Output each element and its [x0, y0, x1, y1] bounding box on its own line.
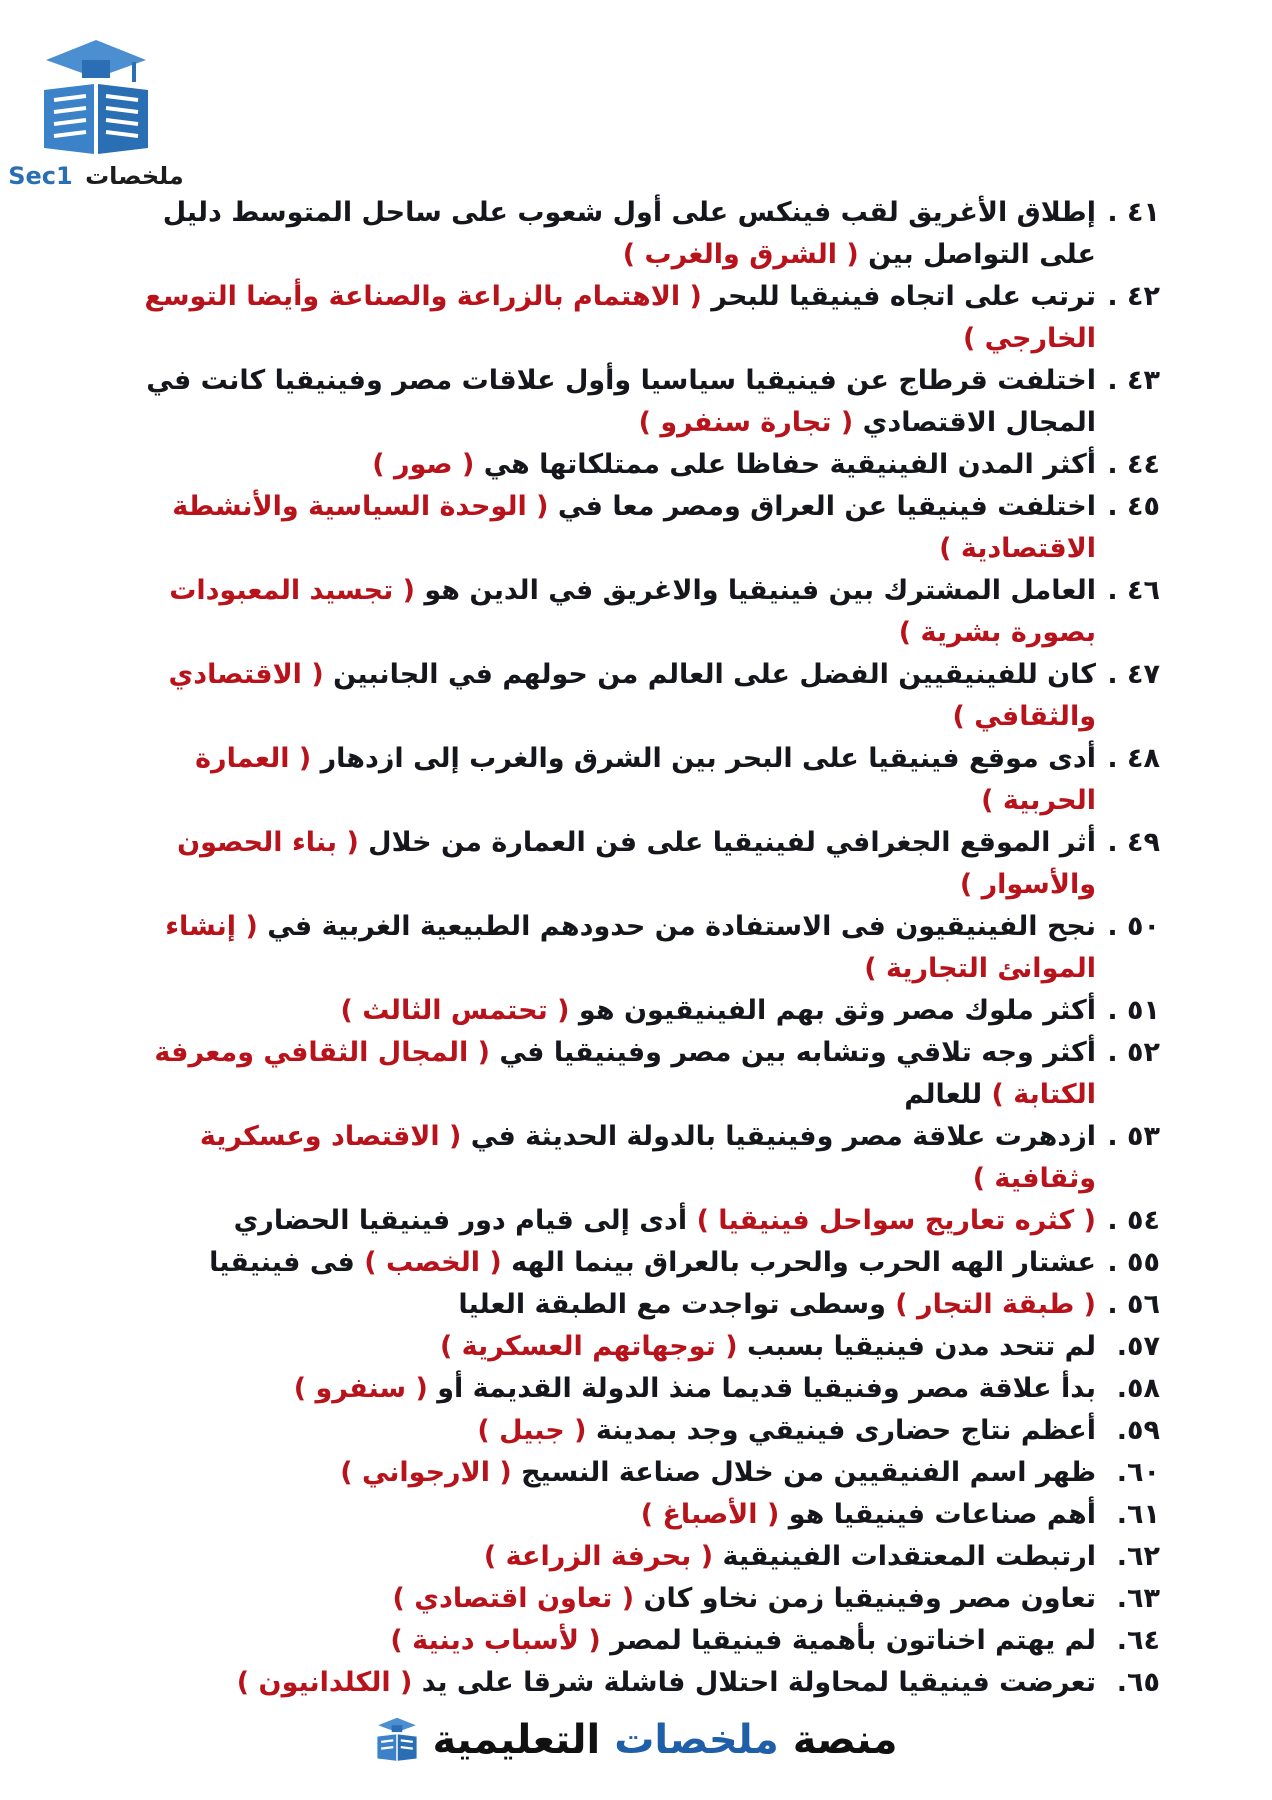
question-answer: ( الأصباغ ) [640, 1499, 780, 1530]
question-item [110, 1242, 1160, 1284]
question-number: ٥٨. [1116, 1373, 1160, 1404]
footer-word-educational: التعليمية [432, 1717, 601, 1763]
question-number: ٥٢ . [1107, 1037, 1160, 1068]
question-body [110, 1410, 1096, 1452]
question-item [110, 1284, 1160, 1326]
question-answer: ( تجسيد المعبودات بصورة بشرية ) [169, 575, 1096, 648]
question-item [110, 1326, 1160, 1368]
question-text: اختلفت فينيقيا عن العراق ومصر معا في [548, 491, 1096, 522]
question-answer: ( الخصب ) [364, 1247, 502, 1278]
question-answer: ( تحتمس الثالث ) [340, 995, 570, 1026]
question-item [110, 276, 1160, 360]
question-answer: ( سنفرو ) [293, 1373, 428, 1404]
question-number: ٦٤. [1116, 1625, 1160, 1656]
question-answer: ( جبيل ) [477, 1415, 587, 1446]
question-answer: ( طبقة التجار ) [895, 1289, 1096, 1320]
question-list [110, 192, 1160, 1704]
question-text: نجح الفينيقيون فى الاستفادة من حدودهم الطبيعية الغربية في [257, 911, 1096, 942]
question-item [110, 444, 1160, 486]
book-graduation-cap-icon [38, 38, 154, 160]
question-number: ٥٩. [1116, 1415, 1160, 1446]
question-number: ٤٩ . [1107, 827, 1160, 858]
question-body [110, 1326, 1096, 1368]
question-text: اختلفت قرطاج عن فينيقيا سياسيا وأول علاقات مصر وفينيقيا كانت في المجال الاقتصادي [146, 365, 1096, 438]
question-number: ٦١. [1116, 1499, 1160, 1530]
book-graduation-cap-icon [375, 1717, 419, 1763]
question-item [110, 990, 1160, 1032]
question-text: أهم صناعات فينيقيا هو [779, 1499, 1096, 1530]
question-answer: ( الشرق والغرب ) [622, 239, 859, 270]
question-number: ٤٢ . [1107, 281, 1160, 312]
question-answer: ( الكلدانيون ) [236, 1667, 413, 1698]
question-answer: ( تعاون اقتصادي ) [392, 1583, 635, 1614]
question-body [110, 1578, 1096, 1620]
question-body [110, 570, 1096, 654]
question-text: أثر الموقع الجغرافي لفينيقيا على فن العمارة من خلال [358, 827, 1096, 858]
question-item [110, 1536, 1160, 1578]
question-item [110, 1368, 1160, 1410]
footer-word-brand: ملخصات [614, 1717, 779, 1763]
question-text: لم يهتم اخناتون بأهمية فينيقيا لمصر [600, 1625, 1096, 1656]
question-item [110, 1494, 1160, 1536]
question-text: إطلاق الأغريق لقب فينكس على أول شعوب على ساحل المتوسط دليل على التواصل بين [162, 197, 1096, 270]
question-item [110, 1620, 1160, 1662]
question-answer: ( تجارة سنفرو ) [638, 407, 854, 438]
question-item [110, 1662, 1160, 1704]
logo-text-en: Sec1 [8, 162, 73, 190]
question-number: ٦٢. [1116, 1541, 1160, 1572]
question-text: أكثر وجه تلاقي وتشابه بين مصر وفينيقيا في [490, 1037, 1096, 1068]
question-item [110, 1452, 1160, 1494]
footer [0, 1700, 1272, 1780]
question-body [110, 1662, 1096, 1704]
question-number: ٥١ . [1107, 995, 1160, 1026]
question-body [110, 192, 1096, 276]
question-text: أدى موقع فينيقيا على البحر بين الشرق والغرب إلى ازدهار [311, 743, 1096, 774]
question-body [110, 738, 1096, 822]
question-body [110, 822, 1096, 906]
question-number: ٤٨ . [1107, 743, 1160, 774]
question-number: ٤٤ . [1107, 449, 1160, 480]
question-answer: ( لأسباب دينية ) [390, 1625, 601, 1656]
question-text: ظهر اسم الفنيقيين من خلال صناعة النسيج [511, 1457, 1096, 1488]
question-body [110, 1116, 1096, 1200]
question-item [110, 570, 1160, 654]
question-text: أكثر المدن الفينيقية حفاظا على ممتلكاتها هي [474, 449, 1096, 480]
question-item [110, 654, 1160, 738]
question-text: ارتبطت المعتقدات الفينيقية [713, 1541, 1096, 1572]
question-answer: ( توجهاتهم العسكرية ) [439, 1331, 738, 1362]
question-number: ٥٦ . [1107, 1289, 1160, 1320]
question-answer: ( بحرفة الزراعة ) [483, 1541, 714, 1572]
question-number: ٦٥. [1116, 1667, 1160, 1698]
question-text: تعرضت فينيقيا لمحاولة احتلال فاشلة شرقا على يد [412, 1667, 1096, 1698]
question-text: كان للفينيقيين الفضل على العالم من حولهم في الجانبين [323, 659, 1096, 690]
footer-word-platform: منصة [792, 1717, 898, 1763]
question-number: ٥٤ . [1107, 1205, 1160, 1236]
question-item [110, 822, 1160, 906]
question-number: ٤٧ . [1107, 659, 1160, 690]
question-number: ٥٥ . [1107, 1247, 1160, 1278]
question-answer: ( كثره تعاريج سواحل فينيقيا ) [696, 1205, 1096, 1236]
question-text-after: أدى إلى قيام دور فينيقيا الحضاري [233, 1205, 697, 1236]
question-text-after: وسطى تواجدت مع الطبقة العليا [458, 1289, 896, 1320]
question-item [110, 1578, 1160, 1620]
logo-text [8, 162, 184, 190]
question-answer: ( الاقتصادي والثقافي ) [168, 659, 1096, 732]
question-body [110, 276, 1096, 360]
question-answer: ( الارجواني ) [340, 1457, 512, 1488]
question-item [110, 1410, 1160, 1452]
brand-logo [8, 38, 184, 203]
question-number: ٥٣ . [1107, 1121, 1160, 1152]
question-text: بدأ علاقة مصر وفنيقيا قديما منذ الدولة القديمة أو [427, 1373, 1096, 1404]
question-body [110, 444, 1096, 486]
question-body [110, 1368, 1096, 1410]
question-answer: ( صور ) [372, 449, 475, 480]
question-text-after: للعالم [904, 1079, 992, 1110]
question-text: العامل المشترك بين فينيقيا والاغريق في الدين هو [414, 575, 1096, 606]
question-body [110, 1242, 1096, 1284]
logo-text-ar: ملخصات [85, 162, 184, 190]
question-item [110, 1200, 1160, 1242]
question-answer: ( الاقتصاد وعسكرية وثقافية ) [199, 1121, 1096, 1194]
question-number: ٤٣ . [1107, 365, 1160, 396]
question-text: تعاون مصر وفينيقيا زمن نخاو كان [634, 1583, 1096, 1614]
question-item [110, 1116, 1160, 1200]
question-answer: ( المجال الثقافي ومعرفة الكتابة ) [154, 1037, 1096, 1110]
question-number: ٦٣. [1116, 1583, 1160, 1614]
question-text: أكثر ملوك مصر وثق بهم الفينيقيون هو [569, 995, 1096, 1026]
question-body [110, 486, 1096, 570]
question-item [110, 192, 1160, 276]
question-number: ٤٥ . [1107, 491, 1160, 522]
question-item [110, 486, 1160, 570]
question-body [110, 1536, 1096, 1578]
question-body [110, 1452, 1096, 1494]
question-number: ٥٧. [1116, 1331, 1160, 1362]
question-text: ترتب على اتجاه فينيقيا للبحر [701, 281, 1096, 312]
question-answer: ( بناء الحصون والأسوار ) [177, 827, 1096, 900]
question-body [110, 990, 1096, 1032]
question-text: ازدهرت علاقة مصر وفينيقيا بالدولة الحديثة في [461, 1121, 1096, 1152]
question-body [110, 1620, 1096, 1662]
question-item [110, 906, 1160, 990]
question-number: ٦٠. [1116, 1457, 1160, 1488]
question-number: ٥٠ . [1107, 911, 1160, 942]
question-answer: ( العمارة الحربية ) [195, 743, 1096, 816]
question-text: لم تتحد مدن فينيقيا بسبب [737, 1331, 1096, 1362]
question-body [110, 906, 1096, 990]
question-answer: ( إنشاء الموانئ التجارية ) [165, 911, 1096, 984]
question-body [110, 654, 1096, 738]
question-item [110, 738, 1160, 822]
question-number: ٤١ . [1107, 197, 1160, 228]
footer-title [433, 1717, 898, 1763]
question-item [110, 1032, 1160, 1116]
question-item [110, 360, 1160, 444]
question-body [110, 1200, 1096, 1242]
question-text: عشتار الهه الحرب والحرب بالعراق بينما الهه [501, 1247, 1096, 1278]
question-number: ٤٦ . [1107, 575, 1160, 606]
question-body [110, 1494, 1096, 1536]
question-text: أعظم نتاج حضارى فينيقي وجد بمدينة [586, 1415, 1096, 1446]
question-answer: ( الوحدة السياسية والأنشطة الاقتصادية ) [172, 491, 1096, 564]
question-body [110, 1032, 1096, 1116]
question-body [110, 1284, 1096, 1326]
question-answer: ( الاهتمام بالزراعة والصناعة وأيضا التوسع الخارجي ) [144, 281, 1096, 354]
question-body [110, 360, 1096, 444]
question-text-after: فى فينيقيا [209, 1247, 365, 1278]
